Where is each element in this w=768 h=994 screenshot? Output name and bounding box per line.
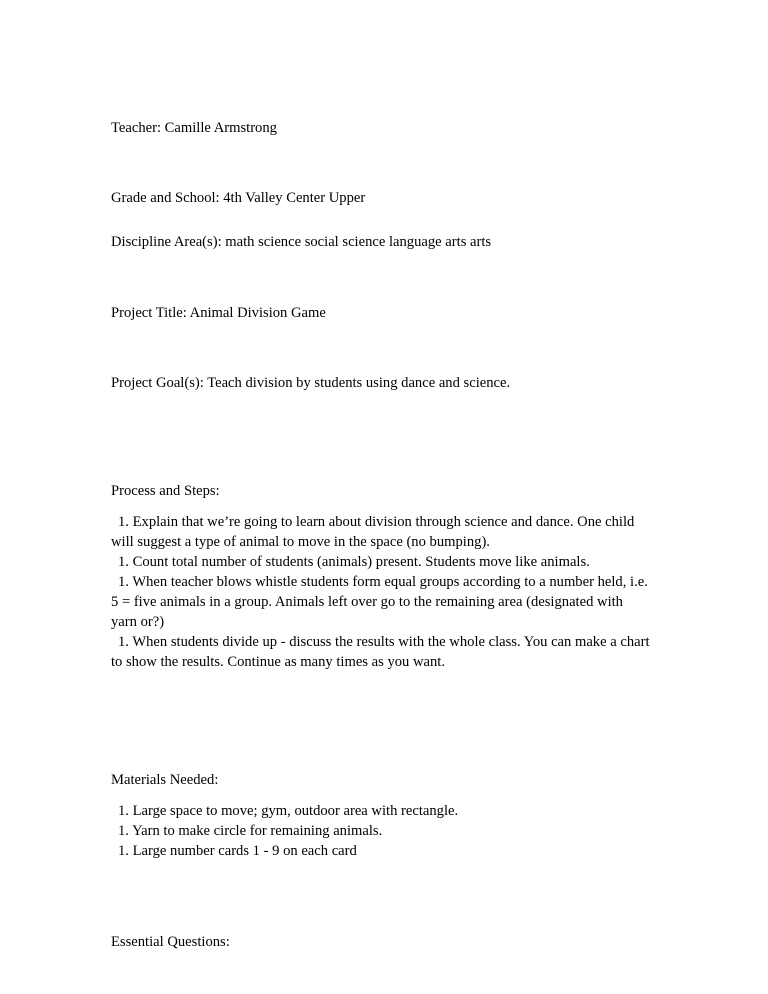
materials-item: [111, 801, 651, 821]
process-step: [111, 572, 651, 632]
materials-item: [111, 821, 651, 841]
item-text: Large space to move; gym, outdoor area with rectangle.: [132, 803, 459, 819]
process-step: [111, 512, 651, 552]
process-step: [111, 552, 651, 572]
step-number: 1.: [118, 514, 129, 530]
project-goals-line: Project Goal(s): Teach division by students using dance and science.: [111, 375, 511, 391]
essential-questions-heading: Essential Questions:: [111, 934, 230, 950]
materials-heading: Materials Needed:: [111, 772, 219, 788]
process-heading: Process and Steps:: [111, 483, 220, 499]
step-text: When students divide up - discuss the results with the whole class. You can make a chart to show the results. Continue as many times as you want.: [111, 634, 650, 670]
discipline-line: Discipline Area(s): math science social science language arts arts: [111, 234, 492, 250]
materials-item: [111, 841, 651, 861]
step-text: Count total number of students (animals) present. Students move like animals.: [132, 554, 590, 570]
step-number: 1.: [118, 574, 129, 590]
item-number: 1.: [118, 823, 129, 839]
project-title-line: Project Title: Animal Division Game: [111, 305, 326, 321]
item-number: 1.: [118, 843, 129, 859]
step-number: 1.: [118, 554, 129, 570]
grade-school-line: Grade and School: 4th Valley Center Upper: [111, 190, 366, 206]
step-text: When teacher blows whistle students form equal groups according to a number held, i.e. 5 = five animals in a group. Animals left over go to the remaining area (designated with yarn or?): [111, 574, 648, 630]
item-number: 1.: [118, 803, 129, 819]
step-number: 1.: [118, 634, 129, 650]
step-text: Explain that we’re going to learn about division through science and dance. One child will suggest a type of animal to move in the space (no bumping).: [111, 514, 635, 550]
process-step: [111, 632, 651, 672]
teacher-line: Teacher: Camille Armstrong: [111, 120, 277, 136]
item-text: Yarn to make circle for remaining animals.: [132, 823, 383, 839]
item-text: Large number cards 1 - 9 on each card: [132, 843, 357, 859]
